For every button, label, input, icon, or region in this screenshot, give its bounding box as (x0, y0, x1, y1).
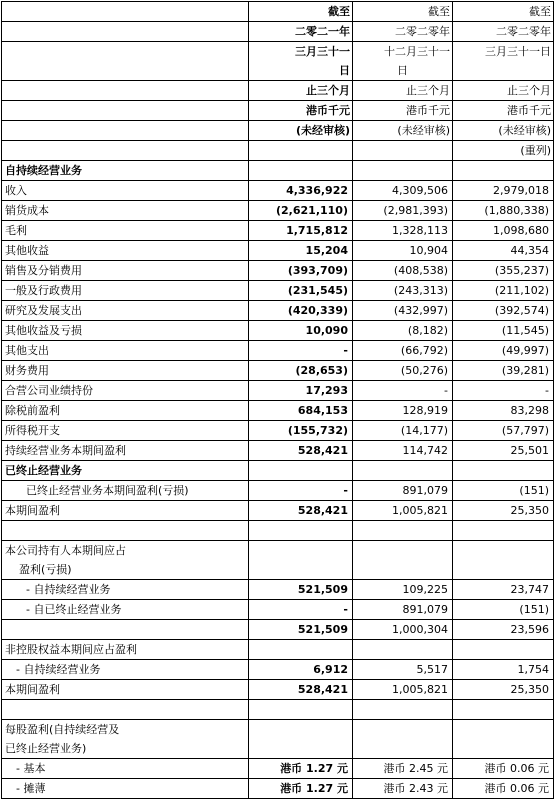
row-label: 本期间盈利 (2, 680, 249, 700)
table-row (2, 541, 554, 580)
section-row (2, 161, 554, 181)
value-2020q4: (408,538) (353, 261, 453, 281)
value-2021q1: 1,715,812 (249, 221, 353, 241)
value-2021q1 (249, 521, 353, 541)
value-2020q4: 128,919 (353, 401, 453, 421)
row-label: 每股盈利(自持续经营及 (5, 723, 120, 736)
value-2020q1: (11,545) (453, 321, 554, 341)
value-2020q4 (353, 640, 453, 660)
header-label-cell (2, 81, 249, 101)
row-label: - 基本 (2, 759, 249, 779)
col2-header-line: 日 (397, 64, 408, 77)
table-row (2, 221, 554, 241)
value-2020q1: 港币 0.06 元 (453, 779, 554, 799)
value-2020q4: 10,904 (353, 241, 453, 261)
value-2020q1: (151) (453, 481, 554, 501)
spacer-row (2, 700, 554, 720)
value-2020q4 (353, 700, 453, 720)
value-2020q4: (2,981,393) (353, 201, 453, 221)
value-2020q1: 23,747 (453, 580, 554, 600)
value-2021q1: 4,336,922 (249, 181, 353, 201)
col2-header-line: 港币千元 (353, 101, 453, 121)
row-label: 本期间盈利 (2, 501, 249, 521)
row-label: - 自持续经营业务 (2, 580, 249, 600)
col1-header-line: 截至 (249, 2, 353, 22)
value-2020q4: 港币 2.43 元 (353, 779, 453, 799)
value-2020q4 (353, 161, 453, 181)
row-label: 销货成本 (2, 201, 249, 221)
row-label: 非控股权益本期间应占盈利 (2, 640, 249, 660)
header-label-cell (2, 121, 249, 141)
table-row (2, 759, 554, 779)
col1-header-line: 二零二一年 (249, 22, 353, 42)
value-2020q4: 5,517 (353, 660, 453, 680)
table-row (2, 421, 554, 441)
header-row (2, 121, 554, 141)
header-label-cell (2, 22, 249, 42)
value-2020q1: 25,501 (453, 441, 554, 461)
header-label-cell (2, 141, 249, 161)
value-2021q1: 10,090 (249, 321, 353, 341)
value-2020q4: 4,309,506 (353, 181, 453, 201)
header-row (2, 81, 554, 101)
col1-header-line: 日 (339, 64, 350, 77)
table-row (2, 441, 554, 461)
value-2020q1: (392,574) (453, 301, 554, 321)
value-2020q1: (39,281) (453, 361, 554, 381)
value-2021q1: - (249, 341, 353, 361)
value-2021q1: (231,545) (249, 281, 353, 301)
row-label: 其他收益及亏损 (2, 321, 249, 341)
table-row (2, 481, 554, 501)
row-label (2, 700, 249, 720)
value-2020q1: (57,797) (453, 421, 554, 441)
value-2020q1 (453, 700, 554, 720)
value-2020q4: (432,997) (353, 301, 453, 321)
value-2021q1 (249, 541, 353, 580)
value-2021q1: 528,421 (249, 441, 353, 461)
col2-header-date (353, 42, 453, 81)
table-row (2, 680, 554, 700)
col1-header-line: 港币千元 (249, 101, 353, 121)
table-row (2, 341, 554, 361)
value-2020q1 (453, 461, 554, 481)
header-row (2, 42, 554, 81)
value-2021q1: (28,653) (249, 361, 353, 381)
value-2021q1: - (249, 600, 353, 620)
value-2020q4: 1,328,113 (353, 221, 453, 241)
col1-header-date (249, 42, 353, 81)
col2-header-line: 止三个月 (353, 81, 453, 101)
value-2021q1: 港币 1.27 元 (249, 779, 353, 799)
row-label: 毛利 (2, 221, 249, 241)
row-label: - 自持续经营业务 (2, 660, 249, 680)
value-2021q1: 15,204 (249, 241, 353, 261)
value-2020q4: (243,313) (353, 281, 453, 301)
value-2020q1: 1,098,680 (453, 221, 554, 241)
value-2020q4 (353, 461, 453, 481)
row-label: 销售及分销费用 (2, 261, 249, 281)
table-row (2, 361, 554, 381)
subtotal-row (2, 620, 554, 640)
row-label: 一般及行政费用 (2, 281, 249, 301)
row-label: 收入 (2, 181, 249, 201)
row-label: 本公司持有人本期间应占 (5, 544, 126, 557)
row-label: 财务费用 (2, 361, 249, 381)
value-2020q1 (453, 521, 554, 541)
value-2020q1: - (453, 381, 554, 401)
value-2020q1 (453, 161, 554, 181)
value-2020q4: 114,742 (353, 441, 453, 461)
value-2021q1: 港币 1.27 元 (249, 759, 353, 779)
section-row (2, 461, 554, 481)
col1-header-line: 三月三十一 (295, 45, 350, 58)
value-2021q1: 684,153 (249, 401, 353, 421)
value-2021q1: (393,709) (249, 261, 353, 281)
value-2021q1 (249, 700, 353, 720)
table-row (2, 301, 554, 321)
value-2020q1: 1,754 (453, 660, 554, 680)
col3-header-line: (未经审核) (453, 121, 554, 141)
value-2020q4 (353, 541, 453, 580)
header-row (2, 2, 554, 22)
table-row (2, 261, 554, 281)
value-2020q4: (8,182) (353, 321, 453, 341)
col3-header-line: 港币千元 (453, 101, 554, 121)
value-2021q1 (249, 161, 353, 181)
value-2021q1: 6,912 (249, 660, 353, 680)
value-2020q1: (355,237) (453, 261, 554, 281)
spacer-row (2, 521, 554, 541)
value-2020q4: (66,792) (353, 341, 453, 361)
value-2020q1: (49,997) (453, 341, 554, 361)
income-statement-table (1, 1, 554, 799)
value-2021q1: (2,621,110) (249, 201, 353, 221)
table-row (2, 580, 554, 600)
col1-header-line (249, 141, 353, 161)
value-2020q4: 1,000,304 (353, 620, 453, 640)
value-2020q4: 891,079 (353, 481, 453, 501)
value-2020q1: 25,350 (453, 501, 554, 521)
table-row (2, 720, 554, 759)
col3-header-date (453, 42, 554, 81)
row-label: - 摊薄 (2, 779, 249, 799)
value-2020q1: (1,880,338) (453, 201, 554, 221)
header-row (2, 22, 554, 42)
row-label: 自持续经营业务 (2, 161, 249, 181)
col3-header-line: 二零二零年 (453, 22, 554, 42)
col2-header-line: 截至 (353, 2, 453, 22)
col2-header-line: 十二月三十一 (384, 45, 450, 58)
table-row (2, 241, 554, 261)
table-row (2, 181, 554, 201)
col2-header-line (353, 141, 453, 161)
value-2021q1: (155,732) (249, 421, 353, 441)
value-2020q4: 891,079 (353, 600, 453, 620)
col2-header-line: 二零二零年 (353, 22, 453, 42)
value-2020q1: (211,102) (453, 281, 554, 301)
table-row (2, 660, 554, 680)
row-label-multiline (2, 541, 249, 580)
row-label: - 自已终止经营业务 (2, 600, 249, 620)
value-2020q1: 港币 0.06 元 (453, 759, 554, 779)
value-2020q1: 44,354 (453, 241, 554, 261)
col3-header-line: 止三个月 (453, 81, 554, 101)
value-2020q4 (353, 521, 453, 541)
row-label: 已终止经营业务 (2, 461, 249, 481)
value-2021q1: 521,509 (249, 620, 353, 640)
col3-header-line: (重列) (453, 141, 554, 161)
row-label: 已终止经营业务) (5, 742, 87, 755)
header-row (2, 101, 554, 121)
value-2021q1 (249, 461, 353, 481)
table-row (2, 640, 554, 660)
value-2020q1 (453, 720, 554, 759)
row-label: 已终止经营业务本期间盈利(亏损) (2, 481, 249, 501)
col2-header-line: (未经审核) (353, 121, 453, 141)
row-label: 盈利(亏损) (19, 563, 72, 576)
value-2020q4: - (353, 381, 453, 401)
table-row (2, 501, 554, 521)
value-2021q1: - (249, 481, 353, 501)
value-2020q4: (14,177) (353, 421, 453, 441)
header-label-cell (2, 2, 249, 22)
row-label (2, 620, 249, 640)
col3-header-line: 三月三十一日 (485, 45, 551, 58)
row-label: 除税前盈利 (2, 401, 249, 421)
row-label-multiline (2, 720, 249, 759)
value-2020q1: 25,350 (453, 680, 554, 700)
value-2020q1: 23,596 (453, 620, 554, 640)
table-row (2, 401, 554, 421)
row-label (2, 521, 249, 541)
col1-header-line: (未经审核) (249, 121, 353, 141)
value-2020q4 (353, 720, 453, 759)
table-row (2, 201, 554, 221)
value-2020q4: 港币 2.45 元 (353, 759, 453, 779)
header-row (2, 141, 554, 161)
value-2021q1: (420,339) (249, 301, 353, 321)
value-2021q1: 17,293 (249, 381, 353, 401)
col1-header-line: 止三个月 (249, 81, 353, 101)
value-2020q4: (50,276) (353, 361, 453, 381)
value-2020q4: 1,005,821 (353, 680, 453, 700)
value-2021q1: 521,509 (249, 580, 353, 600)
value-2021q1 (249, 640, 353, 660)
table-row (2, 381, 554, 401)
header-label-cell (2, 101, 249, 121)
row-label: 其他支出 (2, 341, 249, 361)
value-2021q1: 528,421 (249, 680, 353, 700)
value-2021q1 (249, 720, 353, 759)
table-row (2, 281, 554, 301)
value-2021q1: 528,421 (249, 501, 353, 521)
value-2020q1: 2,979,018 (453, 181, 554, 201)
value-2020q1: (151) (453, 600, 554, 620)
value-2020q4: 109,225 (353, 580, 453, 600)
table-row (2, 321, 554, 341)
row-label: 持续经营业务本期间盈利 (2, 441, 249, 461)
table-row (2, 600, 554, 620)
col3-header-line: 截至 (453, 2, 554, 22)
header-label-cell (2, 42, 249, 81)
row-label: 其他收益 (2, 241, 249, 261)
value-2020q1 (453, 541, 554, 580)
value-2020q1: 83,298 (453, 401, 554, 421)
value-2020q4: 1,005,821 (353, 501, 453, 521)
row-label: 合营公司业绩持份 (2, 381, 249, 401)
table-row (2, 779, 554, 799)
value-2020q1 (453, 640, 554, 660)
row-label: 研究及发展支出 (2, 301, 249, 321)
row-label: 所得税开支 (2, 421, 249, 441)
